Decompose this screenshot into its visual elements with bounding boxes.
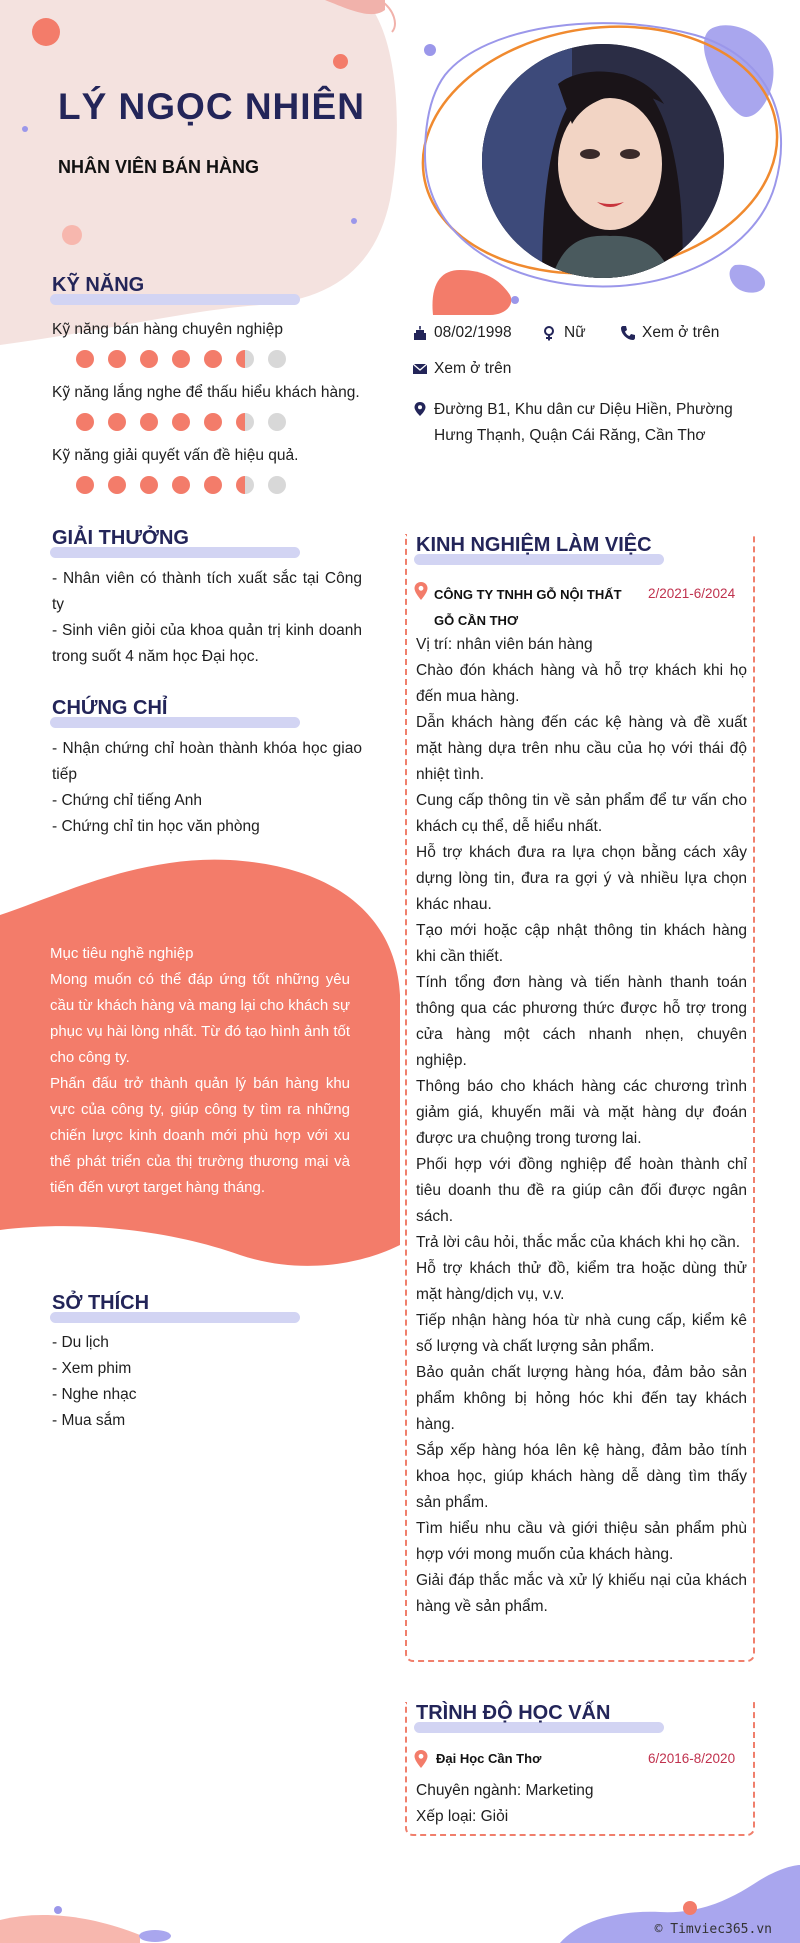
rating-dot [172, 413, 190, 431]
gender-value: Nữ [564, 324, 586, 341]
certificates-title-text: CHỨNG CHỈ [52, 697, 168, 719]
career-goal [50, 941, 350, 1201]
education-major: Chuyên ngành: Marketing [416, 1782, 594, 1799]
birthday-value: 08/02/1998 [434, 324, 512, 341]
rating-dot [140, 350, 158, 368]
hobby-item: - Du lịch [52, 1334, 109, 1351]
awards-title-text: GIẢI THƯỞNG [52, 527, 189, 549]
gender-icon [542, 325, 558, 341]
hobbies-title [52, 1292, 149, 1315]
experience-line: Giải đáp thắc mắc và xử lý khiếu nại của khách hàng về sản phẩm. [416, 1572, 747, 1615]
rating-dot [268, 413, 286, 431]
experience-line: Sắp xếp hàng hóa lên kệ hàng, đảm bảo tính khoa học, giúp khách hàng dễ dàng tìm thấy sản phẩm. [416, 1442, 747, 1511]
location-pin-icon [414, 1750, 428, 1768]
deco-dot [333, 54, 348, 69]
rating-dot [236, 350, 254, 368]
rating-dot [236, 413, 254, 431]
rating-dot [204, 476, 222, 494]
phone-icon [620, 325, 636, 341]
goal-paragraph: Phấn đấu trở thành quản lý bán hàng khu vực của công ty, giúp công ty tìm ra những chiến lược kinh doanh mới phù hợp với xu thế phát triển của thị trường thương mại và tiến đến vượt target hàng tháng. [50, 1075, 350, 1196]
experience-line: Trả lời câu hỏi, thắc mắc của khách khi họ cần. [416, 1234, 741, 1251]
education-title [416, 1702, 610, 1725]
skills-title [52, 274, 144, 297]
rating-dot [76, 350, 94, 368]
hobbies-title-text: SỞ THÍCH [52, 1292, 150, 1314]
rating-dot [268, 350, 286, 368]
experience-title [416, 534, 652, 557]
profile-photo [482, 44, 724, 278]
experience-date: 2/2021-6/2024 [648, 586, 736, 601]
experience-line: Hỗ trợ khách thử đồ, kiểm tra hoặc dùng thử mặt hàng/dịch vụ, v.v. [416, 1260, 747, 1303]
rating-dot [76, 476, 94, 494]
education-details [416, 1778, 747, 1830]
deco-dot [62, 225, 82, 245]
experience-line: Chào đón khách hàng và hỗ trợ khách khi họ đến mua hàng. [416, 662, 747, 705]
job-title: NHÂN VIÊN BÁN HÀNG [58, 157, 260, 177]
education-date: 6/2016-8/2020 [648, 1751, 736, 1766]
address-line-1: Đường B1, Khu dân cư Diệu Hiền, Phường [434, 401, 733, 418]
experience-line: Tạo mới hoặc cập nhật thông tin khách hàng khi cần thiết. [416, 922, 747, 965]
certificate-item: - Chứng chỉ tin học văn phòng [52, 818, 260, 835]
email-value: Xem ở trên [434, 360, 512, 377]
certificate-item: - Nhận chứng chỉ hoàn thành khóa học giao tiếp [52, 740, 362, 783]
experience-line: Thông báo cho khách hàng các chương trình giảm giá, khuyến mãi và mặt hàng dự đoán được ưa chuộng trong tương lai. [416, 1078, 747, 1147]
school-name: Đại Học Cần Thơ [436, 1751, 542, 1766]
rating-dot [204, 413, 222, 431]
rating-dot [108, 413, 126, 431]
experience-line: Dẫn khách hàng đến các kệ hàng và đề xuất mặt hàng dựa trên nhu cầu của họ với thái độ nhiệt tình. [416, 714, 747, 783]
experience-line: Tiếp nhận hàng hóa từ nhà cung cấp, kiểm kê số lượng và chất lượng sản phẩm. [416, 1312, 747, 1355]
email-row [412, 360, 511, 378]
experience-details [416, 632, 747, 1620]
envelope-icon [412, 361, 428, 377]
candidate-name: LÝ NGỌC NHIÊN [58, 86, 365, 127]
rating-dot [140, 413, 158, 431]
deco-dot [351, 218, 357, 224]
hobbies-list [52, 1330, 352, 1434]
award-item: - Nhân viên có thành tích xuất sắc tại Công ty [52, 570, 362, 613]
experience-line: Tìm hiểu nhu cầu và giới thiệu sản phẩm phù hợp với mong muốn của khách hàng. [416, 1520, 747, 1563]
hobby-item: - Mua sắm [52, 1412, 126, 1429]
education-rank: Xếp loại: Giỏi [416, 1808, 509, 1825]
award-item: - Sinh viên giỏi của khoa quản trị kinh doanh trong suốt 4 năm học Đại học. [52, 622, 362, 665]
skill-label: Kỹ năng giải quyết vấn đề hiệu quả. [52, 447, 299, 464]
rating-dot [108, 476, 126, 494]
phone-row [620, 324, 719, 342]
goal-heading: Mục tiêu nghề nghiệp [50, 945, 194, 962]
certificates-title [52, 697, 167, 720]
certificate-item: - Chứng chỉ tiếng Anh [52, 792, 202, 809]
skill-label: Kỹ năng bán hàng chuyên nghiệp [52, 321, 283, 338]
location-pin-icon [414, 582, 428, 600]
rating-dot [172, 350, 190, 368]
experience-line: Tính tổng đơn hàng và tiến hành thanh toán thông qua các phương thức được hỗ trợ trong cửa hàng một cách nhanh nhẹn, chuyên nghiệp. [416, 974, 747, 1069]
rating-dot [268, 476, 286, 494]
footer-credit: © Timviec365.vn [654, 1922, 772, 1937]
company-name: CÔNG TY TNHH GỖ NỘI THẤT GỖ CẦN THƠ [434, 587, 622, 628]
phone-value: Xem ở trên [642, 324, 720, 341]
awards-title [52, 527, 189, 550]
rating-dot [204, 350, 222, 368]
certificates-list [52, 736, 362, 840]
goal-paragraph: Mong muốn có thể đáp ứng tốt những yêu cầu từ khách hàng và mang lại cho khách sự phục vụ hài lòng nhất. Từ đó tạo hình ảnh tốt cho công ty. [50, 971, 350, 1066]
rating-dot [108, 350, 126, 368]
experience-line: Phối hợp với đồng nghiệp để hoàn thành chỉ tiêu doanh thu đề ra giúp cân đối được ngân sách. [416, 1156, 747, 1225]
address-row [412, 397, 733, 449]
experience-line: Cung cấp thông tin về sản phẩm để tư vấn cho khách cụ thể, dễ hiểu nhất. [416, 792, 747, 835]
hobby-item: - Nghe nhạc [52, 1386, 137, 1403]
experience-line: Hỗ trợ khách đưa ra lựa chọn bằng cách xây dựng lòng tin, đưa ra gợi ý và nhiều lựa chọn khác nhau. [416, 844, 747, 913]
rating-dot [236, 476, 254, 494]
location-pin-icon [412, 401, 428, 417]
cake-icon [412, 325, 428, 341]
address-line-2: Hưng Thạnh, Quận Cái Răng, Cần Thơ [434, 427, 706, 444]
skills-title-text: KỸ NĂNG [52, 274, 145, 296]
experience-line: Vị trí: nhân viên bán hàng [416, 636, 593, 653]
awards-list [52, 566, 362, 670]
skill-label: Kỹ năng lắng nghe để thấu hiểu khách hàng. [52, 384, 360, 401]
rating-dot [172, 476, 190, 494]
education-title-text: TRÌNH ĐỘ HỌC VẤN [416, 1702, 611, 1724]
gender-row [542, 324, 586, 342]
rating-dot [140, 476, 158, 494]
experience-title-text: KINH NGHIỆM LÀM VIỆC [416, 534, 652, 556]
experience-line: Bảo quản chất lượng hàng hóa, đảm bảo sản phẩm không bị hỏng hóc khi đến tay khách hàng. [416, 1364, 747, 1433]
deco-dot [32, 18, 60, 46]
hobby-item: - Xem phim [52, 1360, 132, 1377]
deco-dot [22, 126, 28, 132]
birthday-row [412, 324, 512, 342]
rating-dot [76, 413, 94, 431]
